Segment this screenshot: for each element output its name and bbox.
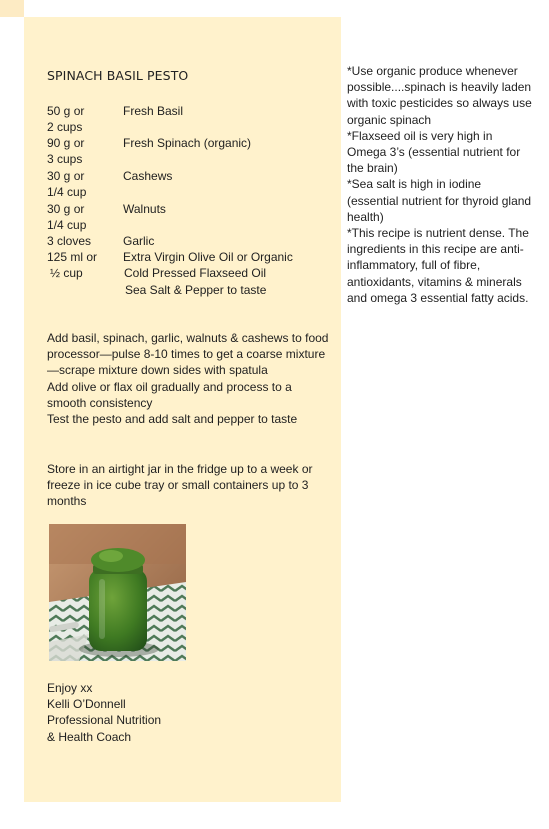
method-step: Add olive or flax oil gradually and process to a smooth consistency — [47, 379, 292, 410]
ingredient-qty — [47, 135, 119, 167]
storage-instructions: Store in an airtight jar in the fridge up to a week or freeze in ice cube tray or small containers up to 3 months — [47, 462, 313, 509]
method-steps — [47, 330, 332, 427]
signoff-line: Professional Nutrition — [47, 713, 162, 728]
method-step: Test the pesto and add salt and pepper to taste — [47, 412, 298, 427]
note-item: *Sea salt is high in iodine (essential nutrient for thyroid gland health) — [347, 177, 532, 224]
signoff-line: Enjoy xx — [47, 681, 93, 695]
note-item: *Flaxseed oil is very high in Omega 3’s (essential nutrient for the brain) — [347, 128, 521, 176]
qty-text: 90 g or 3 cups — [47, 136, 85, 166]
ingredient-name: Fresh Spinach (organic) — [123, 136, 252, 150]
ingredient-qty — [47, 103, 119, 135]
side-notes — [347, 63, 532, 306]
corner-accent — [0, 0, 24, 17]
ingredient-qty: 125 ml or — [47, 250, 98, 264]
ingredient-qty — [47, 168, 119, 200]
ingredient-qty: ½ cup — [50, 266, 83, 280]
note-item: *Use organic produce whenever possible....spinach is heavily laden with toxic pesticides so always use organic spinach — [347, 64, 532, 127]
qty-text: 50 g or 2 cups — [47, 104, 85, 134]
note-item: *This recipe is nutrient dense. The ingredients in this recipe are anti-inflammatory, full of fibre, antioxidants, vitamins & minerals and omega 3 essential fatty acids. — [347, 226, 529, 305]
ingredient-name: Cashews — [123, 169, 173, 183]
qty-text: 30 g or 1/4 cup — [47, 202, 87, 232]
ingredient-name: Walnuts — [123, 202, 166, 216]
ingredient-name: Sea Salt & Pepper to taste — [125, 283, 267, 297]
qty-text: 30 g or 1/4 cup — [47, 169, 87, 199]
signoff-line: Kelli O’Donnell — [47, 697, 126, 712]
recipe-title: SPINACH BASIL PESTO — [47, 68, 189, 83]
ingredient-name: Cold Pressed Flaxseed Oil — [124, 266, 267, 280]
signoff-line: & Health Coach — [47, 729, 132, 744]
ingredient-qty: 3 cloves — [47, 234, 92, 248]
pesto-jar-photo — [49, 524, 186, 661]
ingredient-qty — [47, 201, 119, 233]
ingredient-name: Garlic — [123, 234, 155, 248]
method-step: Add basil, spinach, garlic, walnuts & cashews to food processor—pulse 8-10 times to get a coarse mixture—scrape mixture down sides with spatula — [47, 331, 329, 378]
ingredient-name: Fresh Basil — [123, 104, 184, 118]
signature-block — [47, 680, 161, 745]
ingredient-name: Extra Virgin Olive Oil or Organic — [123, 250, 293, 264]
